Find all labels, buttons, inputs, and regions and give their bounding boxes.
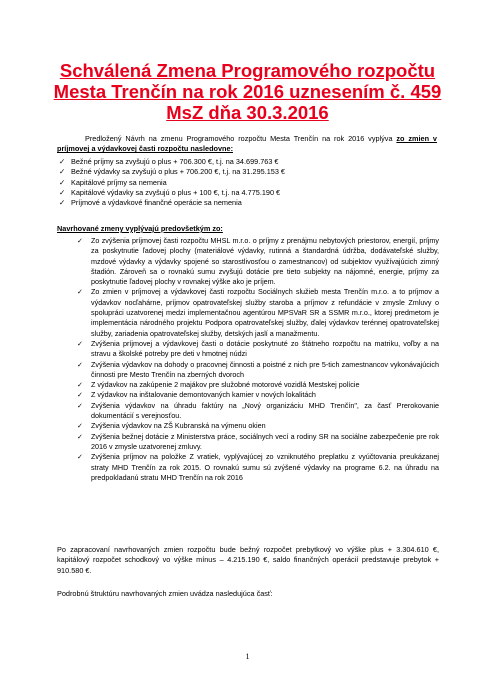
page-title-line3: MsZ dňa 30.3.2016: [166, 102, 329, 123]
check-mark-icon: ✓: [77, 380, 84, 390]
proposed-changes-heading: Navrhované zmeny vyplývajú predovšetkým zo:: [57, 224, 223, 233]
list-item-text: Zo zmien v príjmovej a výdavkovej časti rozpočtu Sociálnych služieb mesta Trenčín m.r.o. a to príjmov a výdavkov nocľahárne, príjmov opatrovateľskej služby staroba a príjmov z refundácie v zmysle Zmluvy o spolupráci uzatvorenej medzi implementačnou agentúrou MPSVaR SR a SSMR m.r.o., ktorej predmetom je implementácia národného projektu Podpora opatrovateľskej služby, ďalej výdavkov terénnej opatrovateľskej služby, zariadenia opatrovateľskej služby, detských jaslí a manažmentu.: [91, 287, 439, 338]
list-item-text: Zvýšenia príjmovej a výdavkovej časti o dotácie poskytnuté zo štátneho rozpočtu na matriku, voľby a na stravu a školské potreby pre deti v hmotnej núdzi: [91, 338, 439, 359]
list-item-text: Zvýšenia výdavkov na ZŠ Kubranská na výmenu okien: [91, 421, 266, 431]
list-item: [57, 401, 439, 422]
list-item: [57, 360, 439, 381]
check-mark-icon: ✓: [59, 167, 66, 177]
list-item: [57, 198, 437, 208]
check-mark-icon: ✓: [59, 157, 66, 166]
list-item: [57, 287, 439, 338]
budget-summary-list: [57, 157, 437, 208]
list-item: [57, 236, 439, 287]
list-item: [57, 452, 439, 483]
check-mark-icon: ✓: [77, 431, 84, 441]
list-item: [57, 421, 439, 431]
list-item-text: Zvýšenia príjmov na položke Z vratiek, vyplývajúcej zo vzniknutého preplatku z vyúčtovania preukázanej straty MHD Trenčín za rok 2015. O rovnakú sumu sú zvýšené výdavky na programe 6.2. na úhradu na predpokladanú stratu MHD Trenčín na rok 2016: [91, 452, 439, 482]
page-title-line1: Schválená Zmena Programového rozpočtu: [59, 60, 436, 81]
check-mark-icon: ✓: [77, 236, 84, 245]
list-item-text: Kapitálové príjmy sa nemenia: [71, 177, 167, 187]
page-title-line2: Mesta Trenčín na rok 2016 uznesením č. 459: [53, 81, 442, 102]
list-item: [57, 380, 439, 390]
intro-text: Predložený Návrh na zmenu Programového rozpočtu Mesta Trenčín na rok 2016 vyplýva: [85, 134, 397, 143]
check-mark-icon: ✓: [59, 187, 66, 197]
list-item-text: Zvýšenia výdavkov na úhradu faktúry na „Nový organizáciu MHD Trenčín", za časť Prerokovanie dokumentácií s verejnosťou.: [91, 400, 439, 421]
check-mark-icon: ✓: [77, 359, 84, 369]
page-number: 1: [245, 652, 250, 661]
list-item-text: Zo zvýšenia príjmovej časti rozpočtu MHSL m.r.o. o príjmy z prenájmu nebytových priestorov, energií, príjmy za poskytnutie ľadovej plochy (materiálové výdavky, rutinná a štandardná údržba, dodávateľské služby, mzdové výdavky a výdavky spojené so starostlivosťou o zamestnancov) od subjektov využívajúcich zimný štadión. Zároveň sa o rovnakú sumu zvyšujú dotácie pre tieto subjekty na nájomné, energie, príjmy za poskytnutie ľadovej plochy v rovnakej výške ako je príjem.: [91, 236, 439, 287]
check-mark-icon: ✓: [59, 177, 66, 187]
intro-paragraph: [57, 134, 437, 155]
check-mark-icon: ✓: [77, 400, 84, 410]
list-item-text: Zvýšenia výdavkov na dohody o pracovnej činnosti a poistné z nich pre 5-tich zamestnancov vykonávajúcich činnosti pre Mesto Trenčín na zberných dvoroch: [91, 359, 439, 379]
list-item-text: Zvýšenia bežnej dotácie z Ministerstva práce, sociálnych vecí a rodiny SR na sociálne zabezpečenie pre rok 2016 v zmysle uzatvorenej zmluvy.: [91, 431, 439, 451]
list-item: [57, 188, 437, 198]
list-item-text: Bežné príjmy sa zvyšujú o plus + 706.300 €, t.j. na 34.699.763 €: [71, 157, 279, 166]
check-mark-icon: ✓: [77, 287, 84, 297]
list-item: [57, 339, 439, 360]
budget-result-paragraph: Po zapracovaní navrhovaných zmien rozpočtu bude bežný rozpočet prebytkový vo výške plus + 3.304.610 €, kapitálový rozpočet schodkový vo výške mínus – 4.215.190 €, saldo finančných operácií predstavuje prebytok + 910.580 €.: [57, 545, 439, 575]
proposed-changes-list: [57, 236, 439, 483]
check-mark-icon: ✓: [77, 452, 84, 462]
list-item: [57, 157, 437, 167]
closing-sentence: Podrobnú štruktúru navrhovaných zmien uvádza nasledujúca časť:: [57, 589, 273, 598]
list-item-text: Kapitálové výdavky sa zvyšujú o plus + 100 €, t.j. na 4.775.190 €: [71, 187, 281, 197]
check-mark-icon: ✓: [77, 421, 84, 431]
list-item: [57, 178, 437, 188]
intro-underlined-text: zo zmien v príjmovej a výdavkovej časti rozpočtu nasledovne:: [57, 134, 437, 154]
list-item: [57, 390, 439, 400]
check-mark-icon: ✓: [59, 198, 66, 208]
list-item: [57, 167, 437, 177]
list-item-text: Z výdavkov na zakúpenie 2 majákov pre služobné motorové vozidlá Mestskej polície: [91, 380, 360, 390]
list-item: [57, 432, 439, 453]
check-mark-icon: ✓: [77, 338, 84, 348]
check-mark-icon: ✓: [77, 390, 84, 400]
list-item-text: Z výdavkov na inštalovanie demontovaných kamier v nových lokalitách: [91, 390, 316, 400]
list-item-text: Bežné výdavky sa zvyšujú o plus + 706.200 €, t.j. na 31.295.153 €: [71, 167, 285, 177]
list-item-text: Príjmové a výdavkové finančné operácie sa nemenia: [71, 198, 242, 208]
